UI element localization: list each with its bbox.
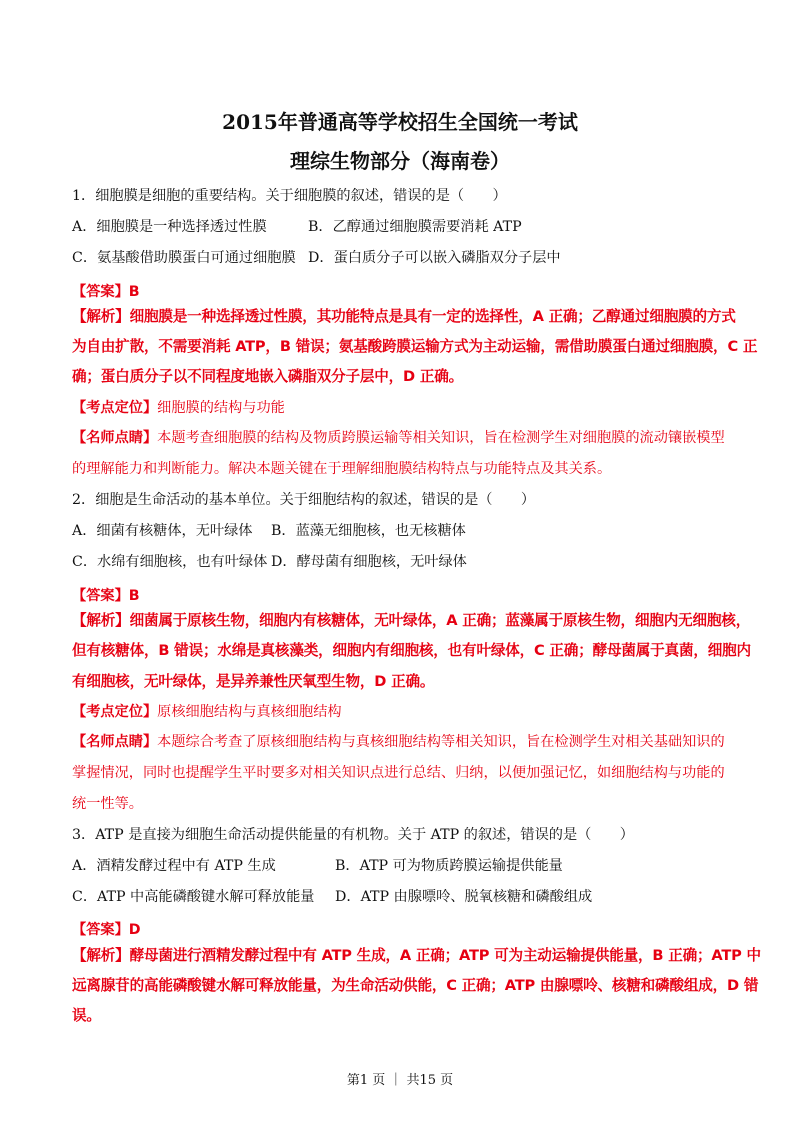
analysis-line: 有细胞核，无叶绿体，是异养兼性厌氧型生物，D 正确。 [72, 673, 435, 690]
kaodian-line [72, 398, 732, 418]
analysis-line: 确；蛋白质分子以不同程度地嵌入磷脂双分子层中，D 正确。 [72, 368, 464, 385]
option-row [72, 887, 732, 907]
option-a: A．细菌有核糖体，无叶绿体 [72, 523, 253, 539]
mingshi-line: 掌握情况，同时也提醒学生平时要多对相关知识点进行总结、归纳，以便加强记忆，如细胞结构与功能的 [72, 765, 725, 781]
answer: 【答案】B [72, 284, 140, 300]
page-title: 2015年普通高等学校招生全国统一考试 [222, 110, 578, 134]
kaodian-text: 原核细胞结构与真核细胞结构 [157, 704, 342, 720]
analysis-line [72, 946, 761, 966]
analysis-tag: 【解析】 [72, 308, 130, 325]
page-subtitle: 理综生物部分（海南卷） [290, 149, 510, 173]
analysis-line: 为自由扩散，不需要消耗 ATP，B 错误；氨基酸跨膜运输方式为主动运输，需借助膜蛋白通过细胞膜，C 正 [72, 338, 758, 355]
analysis-line: 误。 [72, 1007, 101, 1024]
analysis-line: 远离腺苷的高能磷酸键水解可释放能量，为生命活动供能，C 正确；ATP 由腺嘌呤、核糖和磷酸组成，D 错 [72, 977, 759, 994]
mingshi-text: 本题考查细胞膜的结构及物质跨膜运输等相关知识，旨在检测学生对细胞膜的流动镶嵌模型 [157, 430, 725, 446]
analysis-line: 但有核糖体，B 错误；水绵是真核藻类，细胞内有细胞核，也有叶绿体，C 正确；酵母菌属于真菌，细胞内 [72, 642, 751, 659]
option-c: C．水绵有细胞核，也有叶绿体 [72, 554, 268, 570]
question-stem: 2．细胞是生命活动的基本单位。关于细胞结构的叙述，错误的是（ ） [72, 492, 536, 508]
analysis-line [72, 611, 751, 631]
analysis-line [72, 307, 736, 327]
analysis-tag: 【解析】 [72, 947, 130, 964]
option-row [72, 552, 732, 572]
analysis-text: 细菌属于原核生物，细胞内有核糖体，无叶绿体，A 正确；蓝藻属于原核生物，细胞内无细胞核， [129, 612, 751, 629]
mingshi-line: 的理解能力和判断能力。解决本题关键在于理解细胞膜结构特点与功能特点及其关系。 [72, 461, 612, 477]
option-c: C．氨基酸借助膜蛋白可通过细胞膜 [72, 250, 296, 266]
option-row [72, 856, 732, 876]
option-c: C．ATP 中高能磷酸键水解可释放能量 [72, 889, 315, 905]
option-d: D．酵母菌有细胞核，无叶绿体 [271, 554, 467, 570]
mingshi-line: 统一性等。 [72, 796, 143, 812]
kaodian-line [72, 702, 732, 722]
option-row [72, 217, 732, 237]
mingshi-text: 本题综合考查了原核细胞结构与真核细胞结构等相关知识，旨在检测学生对相关基础知识的 [157, 734, 725, 750]
question-stem: 3．ATP 是直接为细胞生命活动提供能量的有机物。关于 ATP 的叙述，错误的是（ ） [72, 827, 634, 843]
option-row [72, 521, 732, 541]
option-b: B．蓝藻无细胞核，也无核糖体 [271, 523, 466, 539]
analysis-text: 酵母菌进行酒精发酵过程中有 ATP 生成，A 正确；ATP 可为主动运输提供能量，B 正确；ATP 中 [129, 947, 761, 964]
option-b: B．ATP 可为物质跨膜运输提供能量 [335, 858, 563, 874]
analysis-tag: 【解析】 [72, 612, 130, 629]
option-a: A．酒精发酵过程中有 ATP 生成 [72, 858, 276, 874]
mingshi-line [72, 428, 732, 448]
kaodian-tag: 【考点定位】 [72, 704, 158, 720]
answer: 【答案】D [72, 922, 141, 938]
option-row [72, 248, 732, 268]
question-stem: 1．细胞膜是细胞的重要结构。关于细胞膜的叙述，错误的是（ ） [72, 188, 507, 204]
option-a: A．细胞膜是一种选择透过性膜 [72, 219, 267, 235]
option-d: D．蛋白质分子可以嵌入磷脂双分子层中 [308, 250, 561, 266]
mingshi-tag: 【名师点睛】 [72, 430, 158, 446]
option-d: D．ATP 由腺嘌呤、脱氧核糖和磷酸组成 [335, 889, 593, 905]
option-b: B．乙醇通过细胞膜需要消耗 ATP [308, 219, 522, 235]
analysis-text: 细胞膜是一种选择透过性膜，其功能特点是具有一定的选择性，A 正确；乙醇通过细胞膜的方式 [129, 308, 736, 325]
kaodian-tag: 【考点定位】 [72, 400, 158, 416]
kaodian-text: 细胞膜的结构与功能 [157, 400, 285, 416]
page-footer: 第1 页 ｜ 共15 页 [346, 1073, 454, 1088]
mingshi-tag: 【名师点睛】 [72, 734, 158, 750]
mingshi-line [72, 732, 732, 752]
answer: 【答案】B [72, 588, 140, 604]
